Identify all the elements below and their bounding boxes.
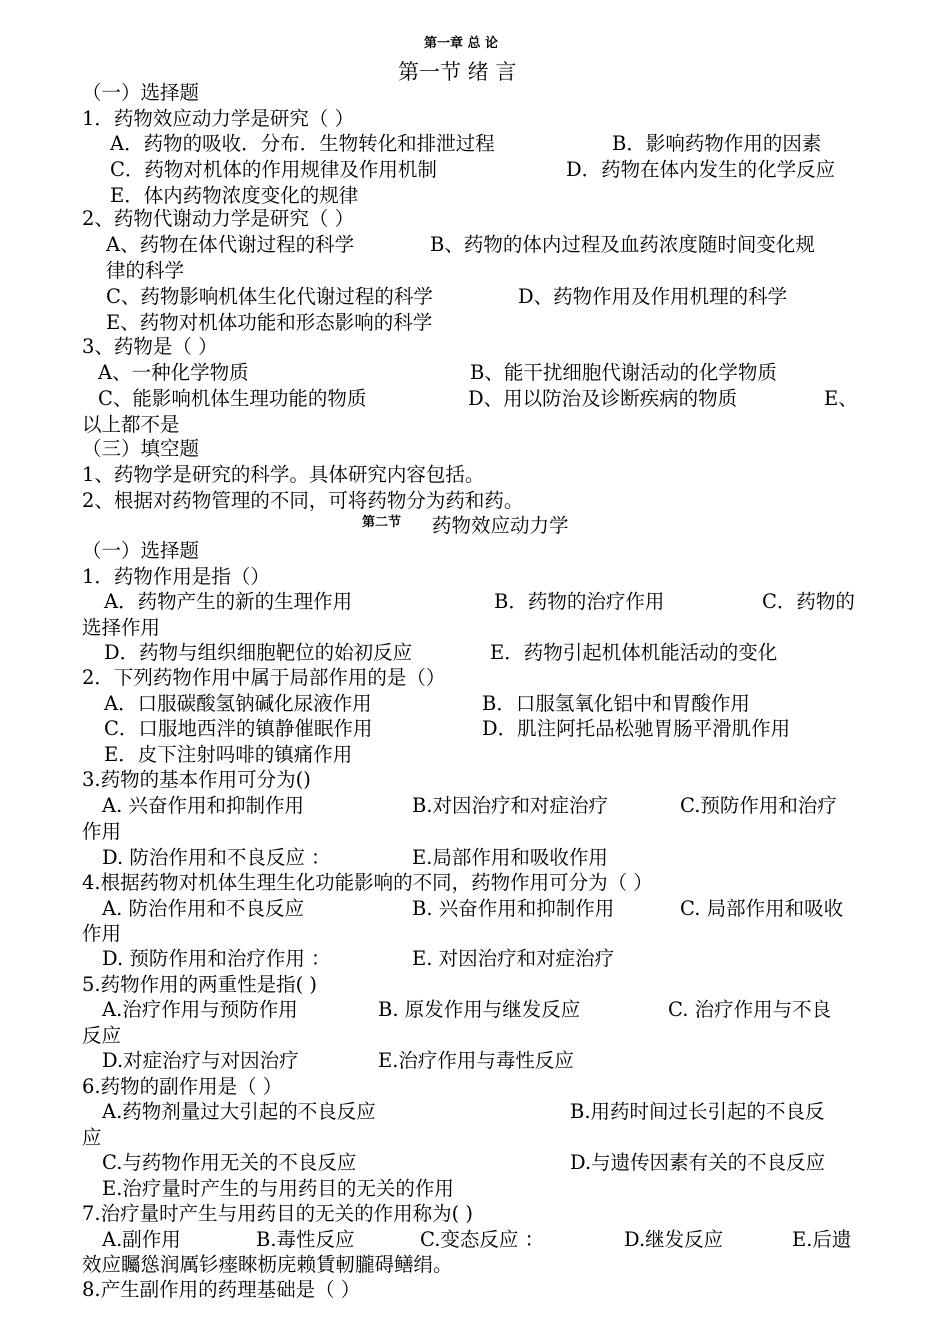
text-line [0,921,950,947]
text-segment: A．药物产生的新的生理作用 [104,590,353,613]
text-segment: D.与遗传因素有关的不良反应 [570,1151,826,1174]
text-segment: （一）选择题 [82,81,200,104]
text-line [0,462,950,488]
text-segment: B、药物的体内过程及血药浓度随时间变化规 [430,233,815,256]
text-segment: A. 兴奋作用和抑制作用 [102,794,304,817]
text-line [0,284,950,310]
text-line [0,1023,950,1049]
text-line [0,1176,950,1202]
section-heading: 第二节 [362,515,402,530]
text-segment: 7.治疗量时产生与用药目的无关的作用称为( ) [82,1202,474,1225]
text-segment: D.对症治疗与对因治疗 [102,1049,299,1072]
text-segment: 反应 [82,1024,122,1047]
text-line [0,1048,950,1074]
text-line [0,1125,950,1151]
text-segment: 2、药物代谢动力学是研究（ ） [82,207,355,230]
text-segment: 律的科学 [106,259,185,282]
text-line [0,360,950,386]
text-segment: E、药物对机体功能和形态影响的科学 [106,311,433,334]
text-line [0,310,950,336]
text-segment: 应 [82,1126,102,1149]
text-segment: E.治疗量时产生的与用药目的无关的作用 [102,1177,454,1200]
text-segment: A．药物的吸收．分布．生物转化和排泄过程 [110,132,495,155]
text-line [0,640,950,666]
text-line [0,615,950,641]
text-line [0,436,950,462]
text-segment: C．药物对机体的作用规律及作用机制 [110,158,437,181]
text-segment: C. 治疗作用与不良 [668,998,832,1021]
text-line [0,80,950,106]
text-segment: C、药物影响机体生化代谢过程的科学 [106,285,433,308]
text-line [0,513,950,539]
text-line [0,946,950,972]
text-segment: 作用 [82,922,122,945]
section-heading: 第一节 绪 言 [398,60,517,84]
text-segment: C．口服地西泮的镇静催眠作用 [104,717,373,740]
text-line [0,206,950,232]
text-line [0,870,950,896]
text-segment: B．影响药物作用的因素 [612,132,822,155]
text-segment: 选择作用 [82,616,161,639]
text-line [0,1099,950,1125]
text-segment: B. 兴奋作用和抑制作用 [412,897,615,920]
text-segment: E.后遗 [792,1228,852,1251]
text-segment: 8.产生副作用的药理基础是（ ） [82,1278,361,1301]
text-line [0,665,950,691]
chapter-heading [0,34,950,56]
text-segment: A、一种化学物质 [98,361,249,384]
text-segment: B. 原发作用与继发反应 [378,998,581,1021]
text-segment: 2、根据对药物管理的不同，可将药物分为药和药。 [82,489,524,512]
text-line [0,386,950,412]
text-segment: D．药物在体内发生的化学反应 [566,158,836,181]
text-segment: （一）选择题 [82,539,200,562]
text-segment: 6.药物的副作用是（ ） [82,1075,283,1098]
text-segment: 5.药物作用的两重性是指( ) [82,973,318,996]
text-segment: E.治疗作用与毒性反应 [378,1049,574,1072]
text-segment: C．药物的 [762,590,855,613]
text-segment: E、 [824,387,858,410]
text-segment: B、能干扰细胞代谢活动的化学物质 [470,361,777,384]
text-segment: A.副作用 [102,1228,181,1251]
text-segment: （三）填空题 [82,437,200,460]
text-line [0,972,950,998]
text-segment: C.预防作用和治疗 [680,794,837,817]
text-segment: C.与药物作用无关的不良反应 [102,1151,357,1174]
text-segment: 作用 [82,820,122,843]
text-segment: A.治疗作用与预防作用 [102,998,298,1021]
text-line [0,793,950,819]
text-line [0,412,950,438]
text-line [0,564,950,590]
text-segment: C.变态反应 ： [420,1228,545,1251]
text-segment: B.用药时间过长引起的不良反 [570,1100,825,1123]
text-segment: E．体内药物浓度变化的规律 [110,184,359,207]
text-segment: D. 预防作用和治疗作用 ： [102,947,331,970]
text-line [0,819,950,845]
text-line [0,1277,950,1303]
text-segment: A. 防治作用和不良反应 [102,897,304,920]
text-segment: E.局部作用和吸收作用 [412,846,608,869]
text-line [0,716,950,742]
text-segment: D. 防治作用和不良反应 ： [102,846,331,869]
text-line [0,334,950,360]
text-line [0,232,950,258]
text-segment: D、用以防治及诊断疾病的物质 [468,387,738,410]
text-line [0,589,950,615]
text-line [0,131,950,157]
text-line [0,1252,950,1278]
text-segment: B．药物的治疗作用 [494,590,665,613]
text-segment: 2．下列药物作用中属于局部作用的是（） [82,666,446,689]
text-line [0,488,950,514]
text-segment: A.药物剂量过大引起的不良反应 [102,1100,376,1123]
text-segment: 1．药物作用是指（） [82,565,270,588]
text-segment: B．口服氢氧化铝中和胃酸作用 [482,692,750,715]
text-segment: B.对因治疗和对症治疗 [412,794,609,817]
text-line [0,1227,950,1253]
text-segment: 3.药物的基本作用可分为() [82,768,311,791]
text-segment: 药物效应动力学 [432,514,569,537]
text-line [0,1150,950,1176]
text-segment: 4.根据药物对机体生理生化功能影响的不同，药物作用可分为（ ） [82,871,653,894]
text-segment: A．口服碳酸氢钠碱化尿液作用 [104,692,372,715]
text-segment: 以上都不是 [82,413,180,436]
text-line [0,106,950,132]
text-segment: D．肌注阿托品松驰胃肠平滑肌作用 [482,717,791,740]
text-line [0,767,950,793]
text-segment: D、药物作用及作用机理的科学 [518,285,788,308]
text-line [0,896,950,922]
text-line [0,845,950,871]
text-line [0,1074,950,1100]
text-segment: B.毒性反应 [256,1228,355,1251]
text-line [0,691,950,717]
text-line [0,997,950,1023]
text-segment: 1．药物效应动力学是研究（ ） [82,107,355,130]
text-line [0,157,950,183]
text-segment: 3、药物是（ ） [82,335,218,358]
text-segment: 效应矚慫润厲钐瘗睞枥庑赖賃軔朧碍鳝绢。 [82,1253,453,1276]
text-segment: D.继发反应 [624,1228,724,1251]
text-segment: A、药物在体代谢过程的科学 [106,233,355,256]
text-segment: D．药物与组织细胞靶位的始初反应 [104,641,413,664]
text-line [0,1201,950,1227]
text-segment: E．皮下注射吗啡的镇痛作用 [104,743,353,766]
chapter-title: 第一章 总 论 [424,36,499,51]
text-line [0,538,950,564]
text-line [0,742,950,768]
text-segment: C、能影响机体生理功能的物质 [98,387,367,410]
text-segment: E. 对因治疗和对症治疗 [412,947,615,970]
text-segment: E．药物引起机体机能活动的变化 [490,641,778,664]
text-segment: 1、药物学是研究的科学。具体研究内容包括。 [82,463,485,486]
text-segment: C. 局部作用和吸收 [680,897,844,920]
text-line [0,258,950,284]
